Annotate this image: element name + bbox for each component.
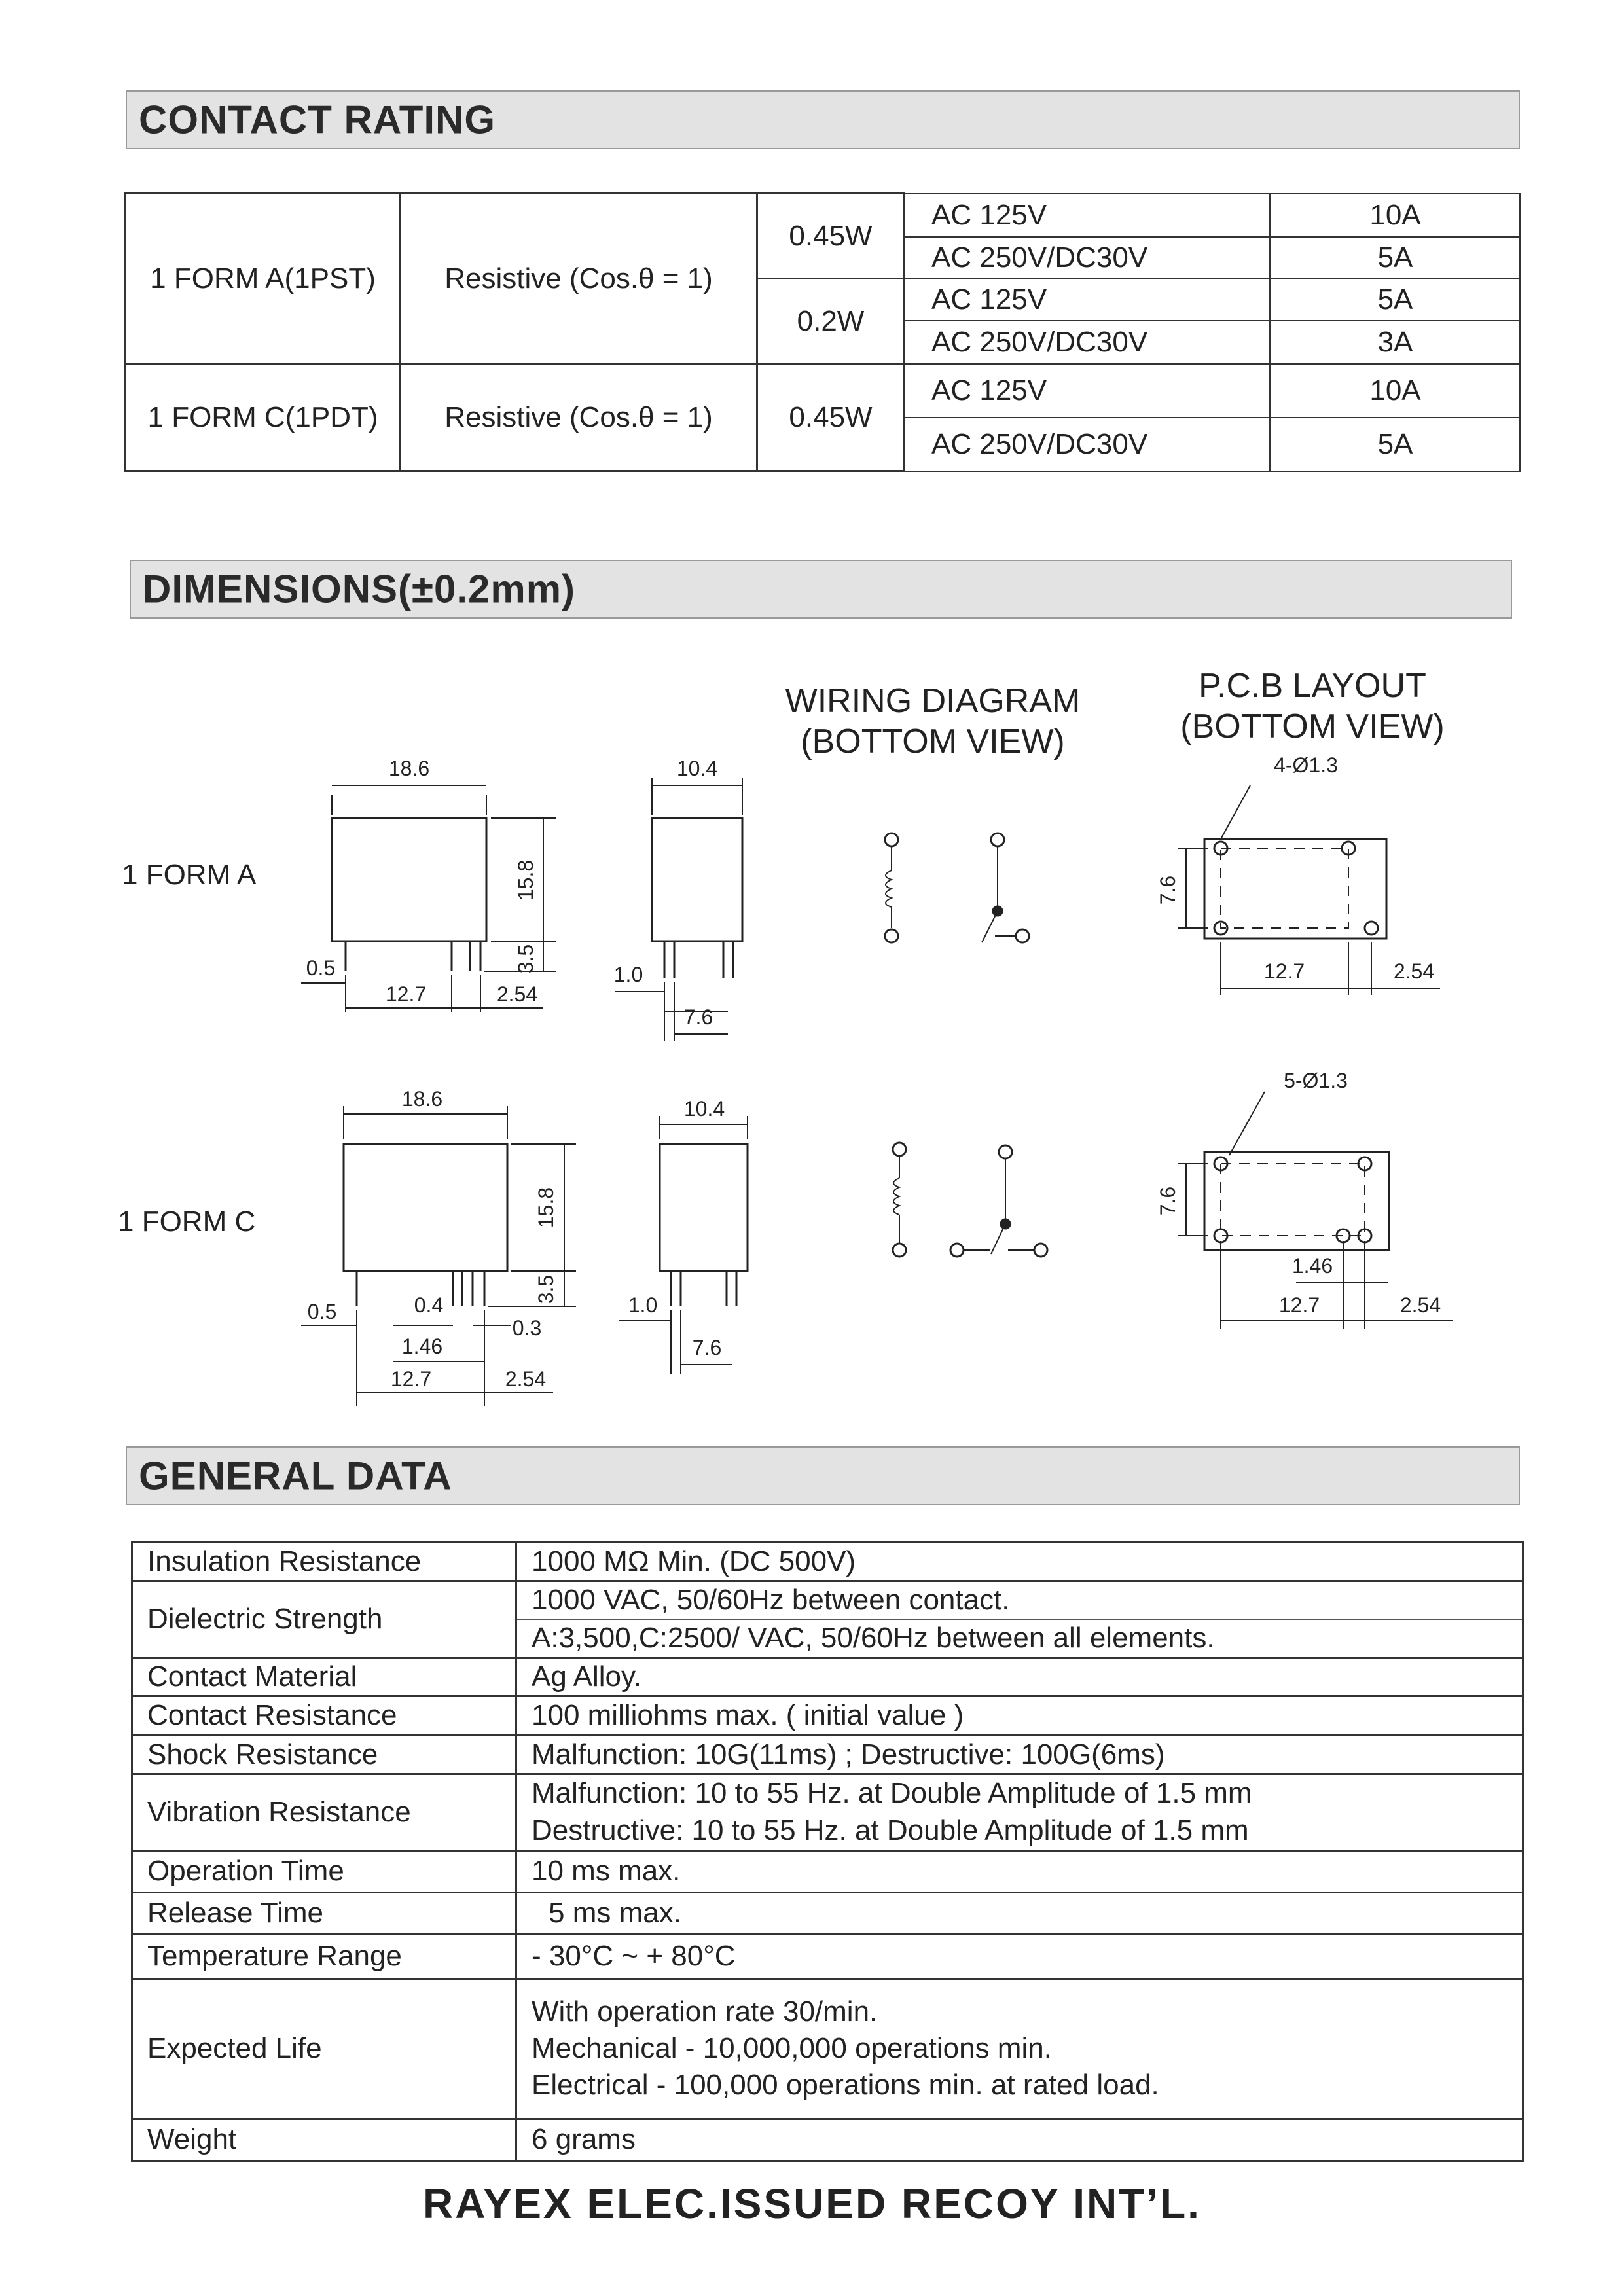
power-cell: 0.45W <box>757 364 905 471</box>
dim-pin-width: 0.5 <box>307 1300 337 1323</box>
dim-pitch: 12.7 <box>1278 1293 1320 1317</box>
spec-label: Release Time <box>132 1892 516 1934</box>
dim-pin-width: 0.5 <box>306 956 336 980</box>
dim-length: 18.6 <box>401 1087 443 1111</box>
general-data-header <box>126 1446 1520 1505</box>
relay-body-end <box>660 1144 748 1271</box>
dim-pin-spacing: 1.46 <box>401 1335 443 1358</box>
dim-width: 10.4 <box>683 1097 725 1121</box>
dim-pitch: 2.54 <box>1399 1293 1441 1317</box>
form-c-label: 1 FORM C <box>118 1206 256 1238</box>
dim-pin-length: 3.5 <box>514 944 537 974</box>
dim-pitch: 12.7 <box>390 1367 432 1391</box>
spec-label: Shock Resistance <box>132 1735 516 1774</box>
dim-pitch: 12.7 <box>385 982 427 1006</box>
power-cell: 0.45W <box>757 194 905 279</box>
spec-label: Temperature Range <box>132 1934 516 1979</box>
voltage-cell: AC 125V <box>905 364 1271 418</box>
spec-value: Destructive: 10 to 55 Hz. at Double Amplitude of 1.5 mm <box>516 1812 1523 1850</box>
current-cell: 3A <box>1271 321 1521 364</box>
spec-value: 1000 VAC, 50/60Hz between contact. <box>516 1581 1523 1619</box>
spec-value: 100 milliohms max. ( initial value ) <box>516 1696 1523 1735</box>
current-cell: 10A <box>1271 194 1521 237</box>
spec-value: Malfunction: 10 to 55 Hz. at Double Amplitude of 1.5 mm <box>516 1774 1523 1812</box>
pcb-subtitle: (BOTTOM VIEW) <box>1180 708 1445 745</box>
voltage-cell: AC 250V/DC30V <box>905 321 1271 364</box>
load-cell: Resistive (Cos.θ = 1) <box>401 194 757 364</box>
dim-pin-gap: 0.3 <box>512 1316 542 1340</box>
wiring-title: WIRING DIAGRAM <box>785 682 1081 720</box>
spec-value: Ag Alloy. <box>516 1657 1523 1696</box>
power-cell: 0.2W <box>757 279 905 364</box>
spec-value-multiline <box>516 1979 1523 2119</box>
dim-width: 10.4 <box>676 757 718 780</box>
relay-body-side <box>332 818 486 941</box>
spec-label: Insulation Resistance <box>132 1543 516 1581</box>
spec-label: Dielectric Strength <box>132 1581 516 1658</box>
current-cell: 5A <box>1271 237 1521 279</box>
pcb-outline <box>1204 839 1386 939</box>
spec-label: Contact Material <box>132 1657 516 1696</box>
dim-height: 15.8 <box>534 1187 558 1229</box>
dim-length: 18.6 <box>388 757 430 780</box>
spec-value: 6 grams <box>516 2119 1523 2161</box>
spec-label: Vibration Resistance <box>132 1774 516 1850</box>
dim-pitch: 2.54 <box>505 1367 547 1391</box>
spec-value: Malfunction: 10G(11ms) ; Destructive: 100G(6ms) <box>516 1735 1523 1774</box>
spec-value: 5 ms max. <box>516 1892 1523 1934</box>
relay-body-side <box>344 1144 507 1271</box>
dim-pcb-height: 7.6 <box>1156 875 1180 905</box>
life-line: With operation rate 30/min. <box>532 1995 878 2028</box>
section-title: CONTACT RATING <box>139 98 496 142</box>
spec-label: Expected Life <box>132 1979 516 2119</box>
pcb-title: P.C.B LAYOUT <box>1199 667 1426 705</box>
current-cell: 10A <box>1271 364 1521 418</box>
dim-pin-gap: 0.4 <box>414 1293 444 1317</box>
section-title: DIMENSIONS(±0.2mm) <box>143 567 576 611</box>
current-cell: 5A <box>1271 418 1521 471</box>
life-line: Electrical - 100,000 operations min. at rated load. <box>532 2069 1159 2102</box>
spec-label: Operation Time <box>132 1850 516 1892</box>
dim-pin-spacing: 1.46 <box>1291 1254 1333 1278</box>
spec-value: - 30°C ~ + 80°C <box>516 1934 1523 1979</box>
dim-pin-length: 3.5 <box>534 1274 558 1304</box>
form-a-cell: 1 FORM A(1PST) <box>126 194 401 364</box>
hole-spec: 4-Ø1.3 <box>1274 753 1338 777</box>
form-c-cell: 1 FORM C(1PDT) <box>126 364 401 471</box>
spec-value: A:3,500,C:2500/ VAC, 50/60Hz between all elements. <box>516 1619 1523 1657</box>
form-a-label: 1 FORM A <box>122 859 257 891</box>
dim-pitch: 12.7 <box>1263 960 1305 983</box>
voltage-cell: AC 125V <box>905 279 1271 321</box>
current-cell: 5A <box>1271 279 1521 321</box>
voltage-cell: AC 250V/DC30V <box>905 418 1271 471</box>
dim-pitch: 2.54 <box>1393 960 1435 983</box>
dim-pin-thickness: 1.0 <box>613 963 643 986</box>
dim-height: 15.8 <box>514 859 537 901</box>
spec-label: Weight <box>132 2119 516 2161</box>
dim-pcb-height: 7.6 <box>1156 1186 1180 1216</box>
spec-label: Contact Resistance <box>132 1696 516 1735</box>
wiring-subtitle: (BOTTOM VIEW) <box>801 723 1065 761</box>
spec-value: 10 ms max. <box>516 1850 1523 1892</box>
section-title: GENERAL DATA <box>139 1454 452 1498</box>
hole-spec: 5-Ø1.3 <box>1284 1069 1348 1092</box>
dim-pitch: 7.6 <box>683 1005 713 1029</box>
dim-pin-thickness: 1.0 <box>628 1293 658 1317</box>
general-data-table <box>131 1541 1524 2162</box>
voltage-cell: AC 125V <box>905 194 1271 237</box>
dim-pitch: 2.54 <box>496 982 538 1006</box>
spec-value: 1000 MΩ Min. (DC 500V) <box>516 1543 1523 1581</box>
load-cell: Resistive (Cos.θ = 1) <box>401 364 757 471</box>
dim-pitch: 7.6 <box>692 1336 722 1359</box>
relay-body-end <box>652 818 742 941</box>
voltage-cell: AC 250V/DC30V <box>905 237 1271 279</box>
life-line: Mechanical - 10,000,000 operations min. <box>532 2032 1052 2064</box>
footer-company: RAYEX ELEC.ISSUED RECOY INT’L. <box>423 2180 1201 2227</box>
